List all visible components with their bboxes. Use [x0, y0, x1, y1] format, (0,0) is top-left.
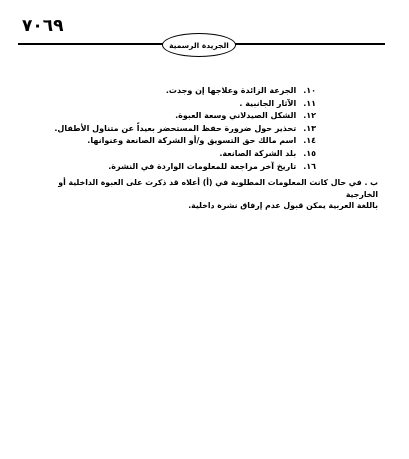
item-text: تحذير حول ضرورة حفظ المستحضر بعيداً عن متناول الأطفال. [54, 123, 297, 133]
note-paragraph [48, 177, 378, 212]
item-text: بلد الشركة الصانعة. [219, 148, 297, 158]
list-item [56, 123, 316, 136]
list-item [56, 135, 316, 148]
page-number: ٧٠٦٩ [22, 16, 64, 36]
item-text: الآثار الجانبية . [239, 98, 297, 108]
list-item [56, 148, 316, 161]
gazette-title: الجريدة الرسمية [169, 40, 229, 50]
note-line-1: ب . في حال كانت المعلومات المطلوبة في (أ) أعلاه قد ذكرت على العبوة الداخلية أو الخارجية [58, 178, 378, 199]
item-text: الشكل الصيدلاني وسعة العبوة. [175, 111, 297, 121]
item-number: ١٤. [303, 136, 316, 146]
item-number: ١١. [303, 98, 316, 108]
item-number: ١٢. [303, 111, 316, 121]
list-item [56, 85, 316, 98]
gazette-title-badge [162, 33, 236, 57]
list-item [56, 161, 316, 174]
item-text: اسم مالك حق التسويق و/أو الشركة الصانعة وعنوانها. [87, 136, 297, 146]
item-number: ١٣. [303, 123, 316, 133]
list-item [56, 110, 316, 123]
note-line-2: باللغة العربية يمكن قبول عدم إرفاق نشرة داخلية. [188, 201, 378, 210]
item-number: ١٦. [303, 161, 316, 171]
requirements-list [56, 85, 316, 173]
list-item [56, 98, 316, 111]
item-number: ١٥. [303, 148, 316, 158]
item-text: الجرعة الزائدة وعلاجها إن وجدت. [165, 86, 297, 95]
item-number: ١٠. [303, 86, 316, 95]
item-text: تاريخ آخر مراجعة للمعلومات الواردة في النشرة. [108, 161, 297, 171]
